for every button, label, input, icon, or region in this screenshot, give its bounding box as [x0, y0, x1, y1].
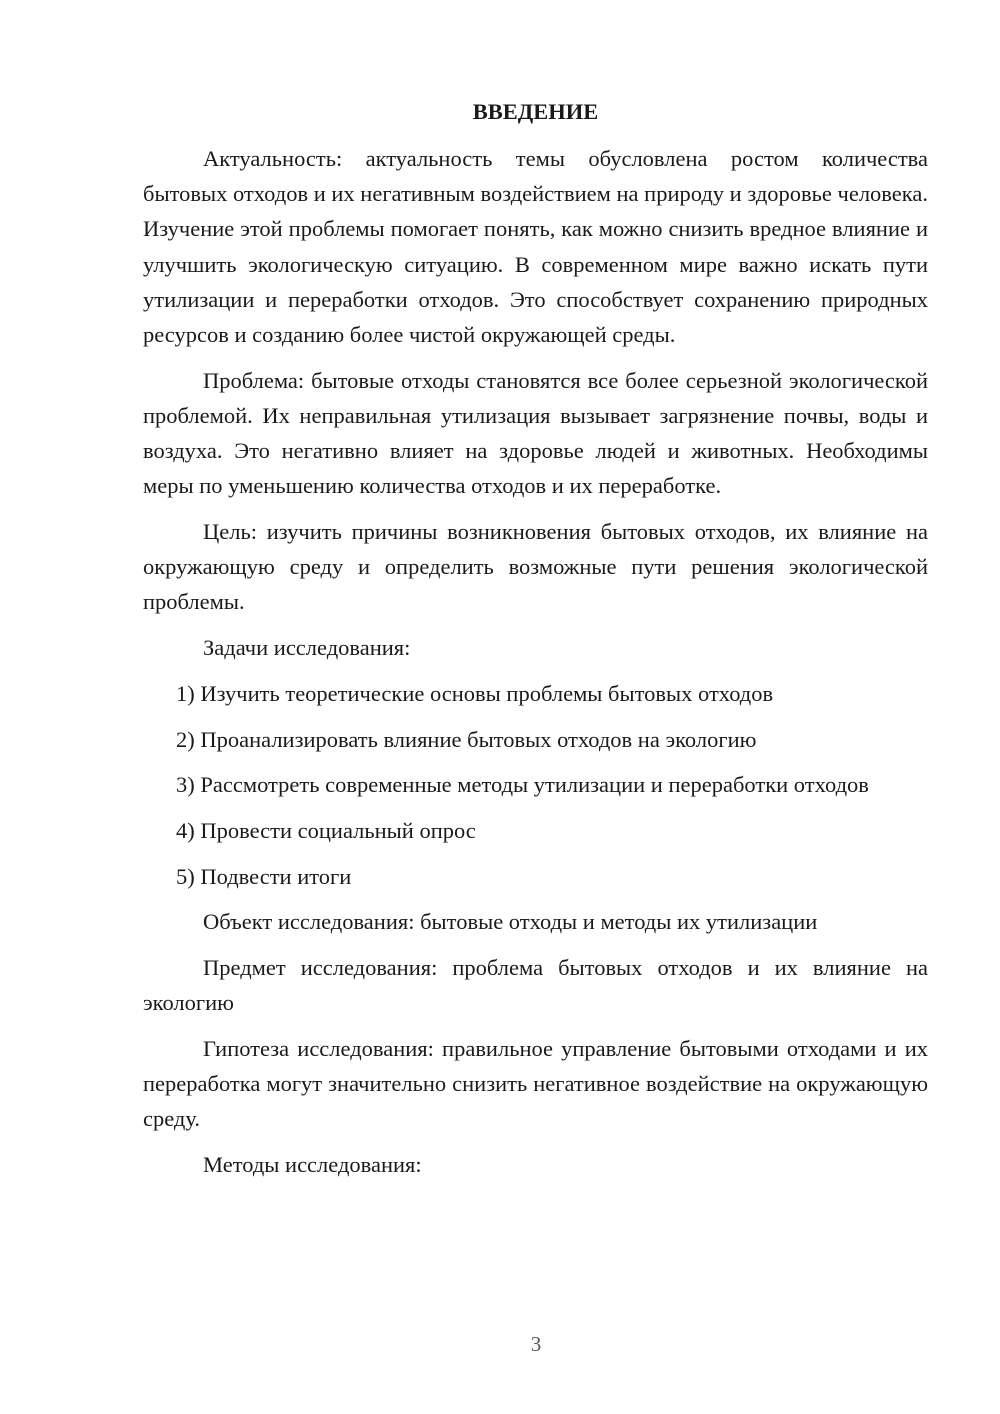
paragraph-relevance: Актуальность: актуальность темы обусловлена ростом количества бытовых отходов и их негативным воздействием на природу и здоровье человека. Изучение этой проблемы помогает понять, как можно снизить вредное влияние и улучшить экологическую ситуацию. В современном мире важно искать пути утилизации и переработки отходов. Это способствует сохранению природных ресурсов и созданию более чистой окружающей среды. — [143, 146, 928, 348]
task-item-1: 1) Изучить теоретические основы проблемы бытовых отходов — [176, 680, 774, 706]
task-item-3: 3) Рассмотреть современные методы утилизации и переработки отходов — [176, 772, 869, 798]
paragraph-methods: Методы исследования: — [203, 1152, 422, 1178]
page-number: 3 — [530, 1332, 542, 1356]
section-heading: ВВЕДЕНИЕ — [472, 99, 599, 124]
task-item-4: 4) Провести социальный опрос — [176, 817, 476, 843]
paragraph-goal: Цель: изучить причины возникновения бытовых отходов, их влияние на окружающую среду и определить возможные пути решения экологической проблемы. — [143, 519, 928, 615]
task-item-2: 2) Проанализировать влияние бытовых отходов на экологию — [176, 726, 757, 752]
paragraph-problem: Проблема: бытовые отходы становятся все более серьезной экологической проблемой. Их неправильная утилизация вызывает загрязнение почвы, воды и воздуха. Это негативно влияет на здоровье людей и животных. Необходимы меры по уменьшению количества отходов и их переработке. — [143, 367, 928, 499]
document-page — [143, 94, 928, 1193]
paragraph-object: Объект исследования: бытовые отходы и методы их утилизации — [203, 909, 818, 935]
paragraph-hypothesis: Гипотеза исследования: правильное управление бытовыми отходами и их переработка могут значительно снизить негативное воздействие на окружающую среду. — [143, 1035, 928, 1132]
task-item-5: 5) Подвести итоги — [176, 863, 352, 889]
paragraph-subject: Предмет исследования: проблема бытовых отходов и их влияние на экологию — [143, 955, 928, 1016]
paragraph-tasks-intro: Задачи исследования: — [203, 635, 411, 661]
